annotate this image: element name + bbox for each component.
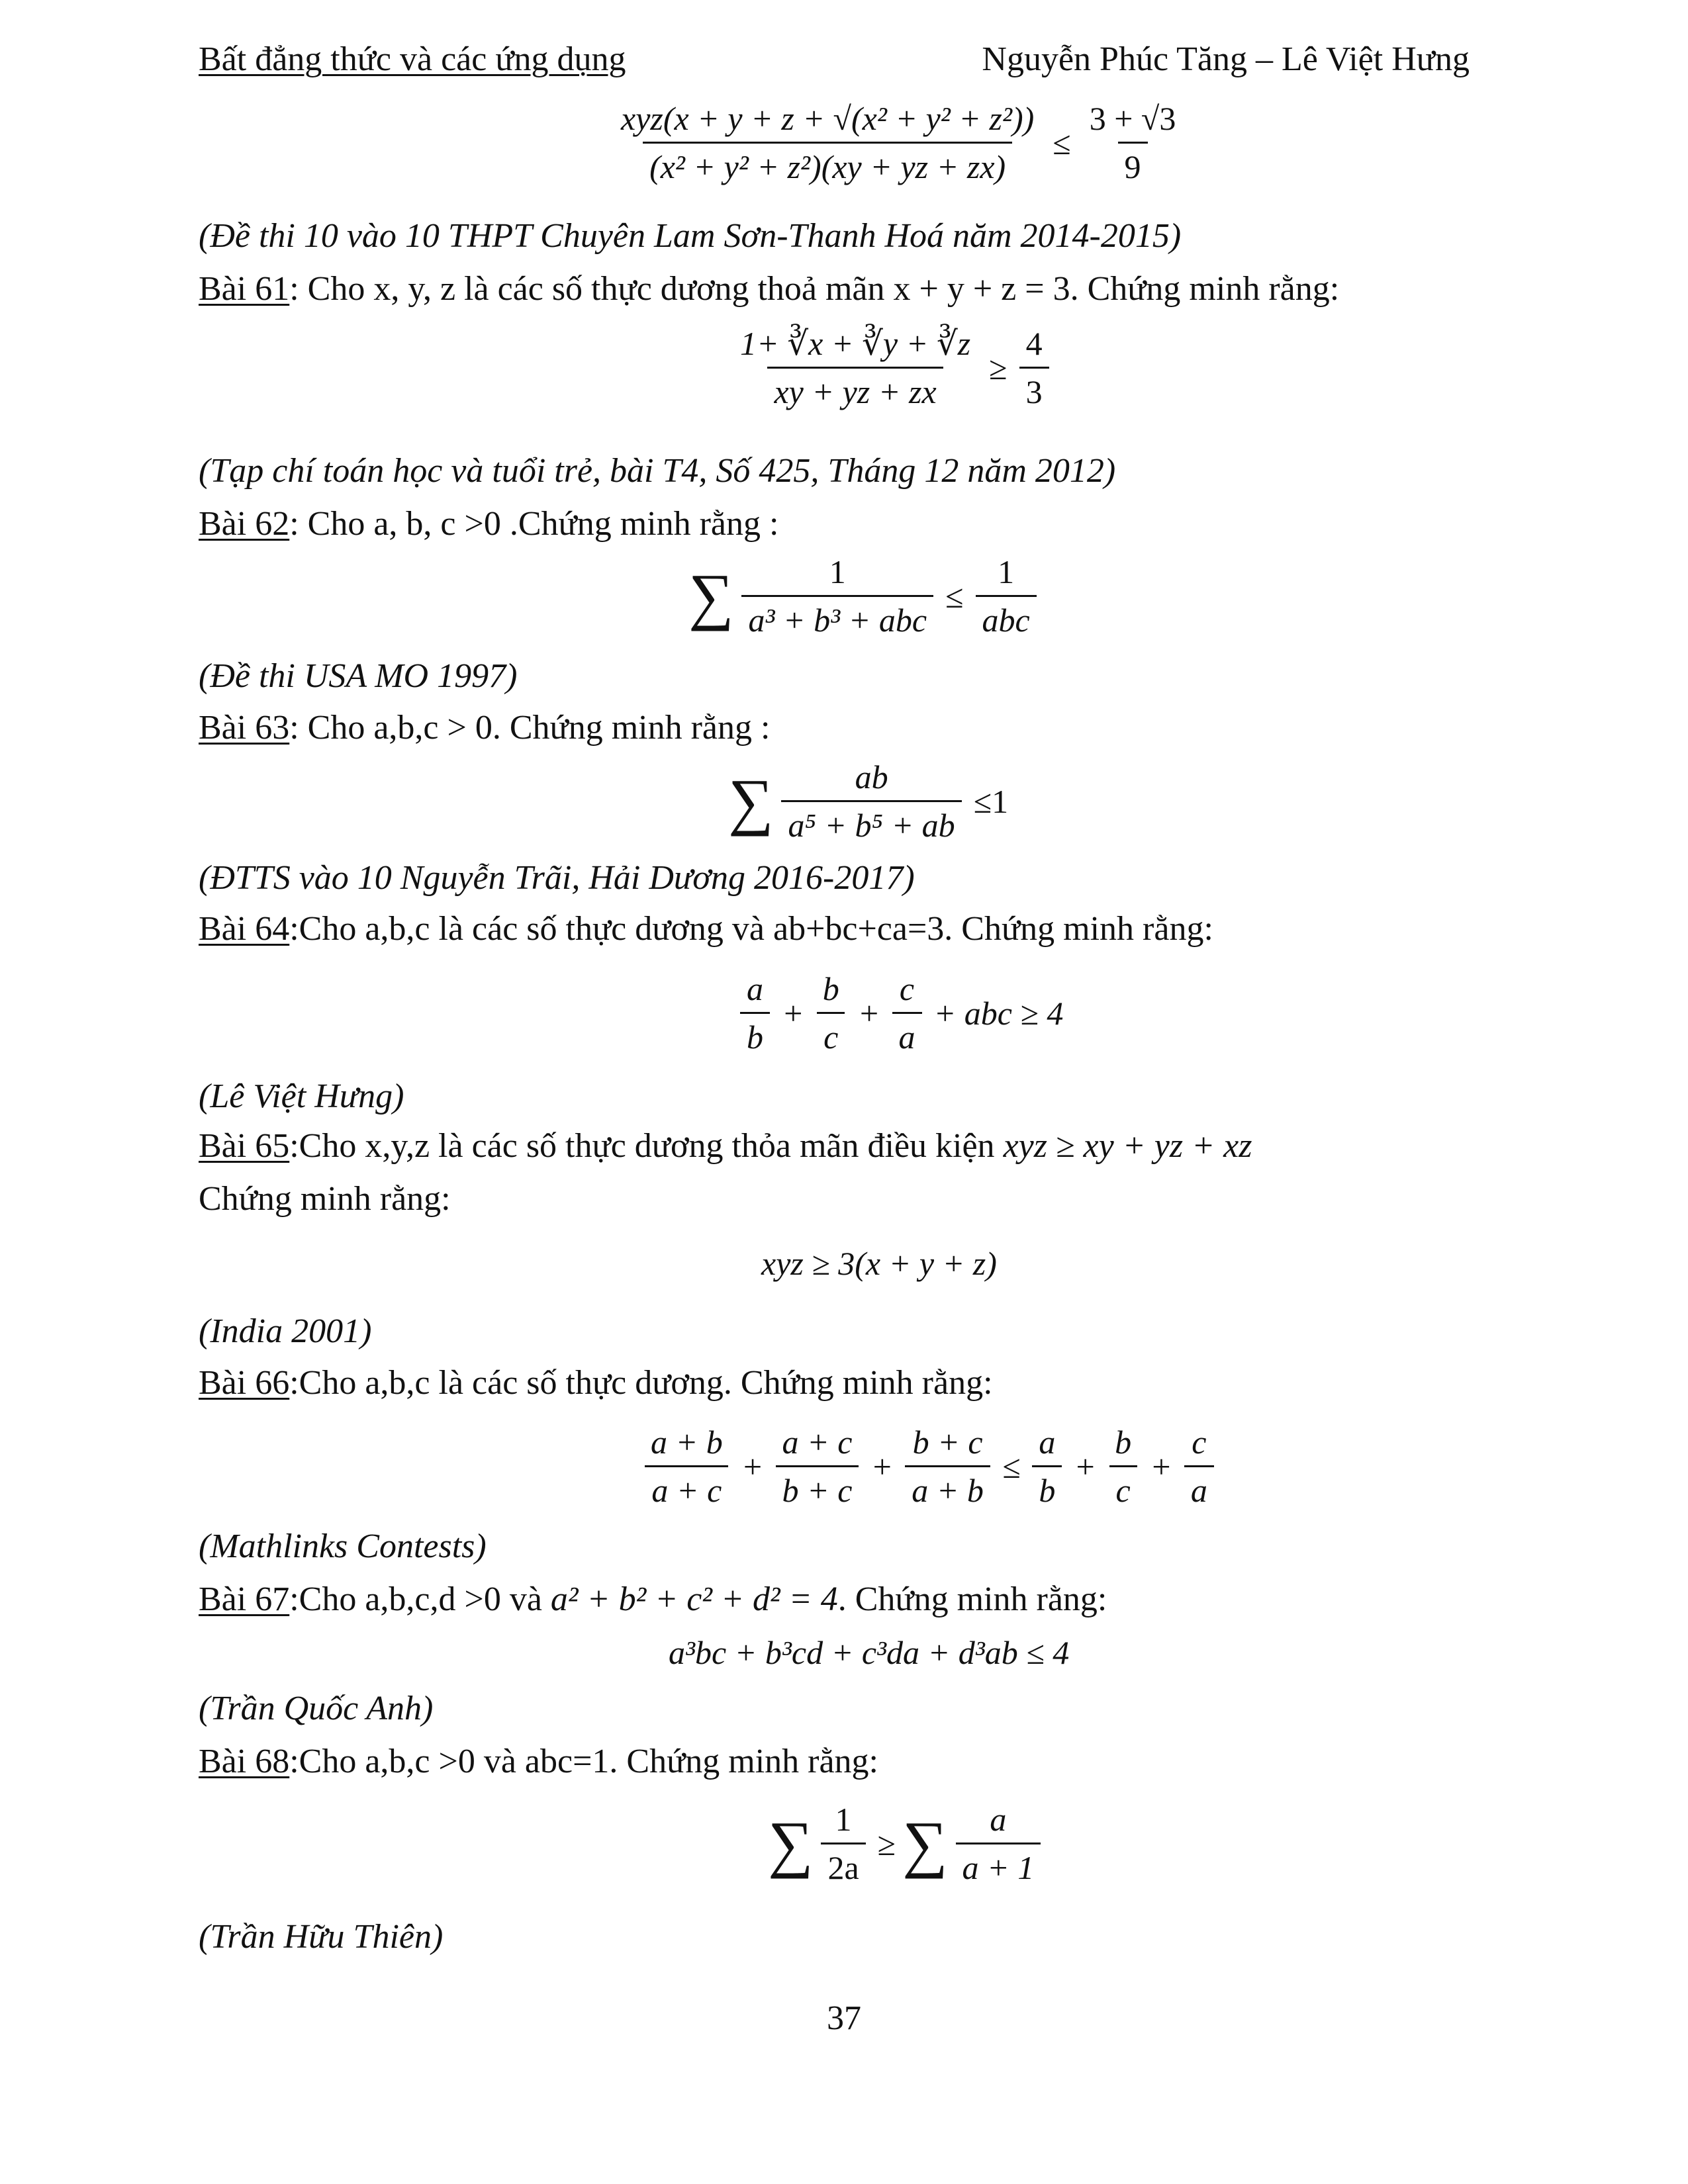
condition-formula: a² + b² + c² + d² = 4: [550, 1580, 838, 1618]
frac-numerator: xyz(x + y + z + √(x² + y² + z²)): [621, 100, 1035, 137]
source-line: (Trần Quốc Anh): [199, 1690, 434, 1727]
frac-numerator: b: [1115, 1424, 1132, 1461]
formula-64: [735, 970, 1070, 1056]
problem-label: Bài 62: [199, 505, 290, 543]
page-number: 37: [827, 1999, 861, 2037]
formula-67: a³bc + b³cd + c³da + d³ab ≤ 4: [669, 1634, 1070, 1671]
frac-denominator: a⁵ + b⁵ + ab: [781, 800, 961, 844]
frac-denominator: b: [1032, 1465, 1062, 1510]
frac-numerator: 1: [998, 553, 1015, 590]
problem-label: Bài 64: [199, 910, 290, 948]
frac-denominator: xy + yz + zx: [767, 367, 943, 411]
plus-sign: +: [1150, 1447, 1172, 1485]
header-authors: Nguyễn Phúc Tăng – Lê Việt Hưng: [982, 40, 1470, 78]
problem-text: :Cho a,b,c >0 và abc=1. Chứng minh rằng:: [289, 1743, 879, 1780]
problem-label: Bài 66: [199, 1364, 290, 1402]
source-line: (Trần Hữu Thiên): [199, 1918, 444, 1956]
problem-62: [199, 503, 778, 545]
source-line: (Mathlinks Contests): [199, 1527, 487, 1565]
formula-tail: + abc ≥ 4: [933, 994, 1064, 1032]
frac-denominator: 3: [1019, 367, 1049, 411]
problem-67: [199, 1578, 1107, 1621]
problem-label: Bài 68: [199, 1743, 290, 1780]
plus-sign: +: [857, 994, 880, 1032]
problem-text: : Cho a, b, c >0 .Chứng minh rằng :: [289, 505, 779, 543]
problem-label: Bài 67: [199, 1580, 290, 1618]
frac-denominator: a: [1184, 1465, 1214, 1510]
frac-numerator: a + c: [782, 1424, 853, 1461]
text-line: Chứng minh rằng:: [199, 1180, 451, 1218]
source-line: (Đề thi USA MO 1997): [199, 657, 518, 695]
frac-denominator: c: [1109, 1465, 1137, 1510]
plus-sign: +: [741, 1447, 764, 1485]
frac-numerator: a: [1039, 1424, 1056, 1461]
problem-68: [199, 1741, 878, 1783]
frac-denominator: b: [740, 1012, 770, 1056]
problem-61: [199, 268, 1339, 310]
frac-numerator: b + c: [912, 1424, 983, 1461]
formula-62: [688, 553, 1042, 639]
sigma-symbol: ∑: [902, 1807, 948, 1879]
condition-formula: xyz ≥ xy + yz + xz: [1003, 1127, 1252, 1165]
frac-denominator: 2a: [821, 1843, 865, 1887]
frac-numerator: 1: [829, 553, 846, 590]
sigma-symbol: ∑: [728, 765, 774, 837]
source-line: (Đề thi 10 vào 10 THPT Chuyên Lam Sơn-Thanh Hoá năm 2014-2015): [199, 217, 1182, 255]
problem-text: : Cho x, y, z là các số thực dương thoả mãn x + y + z = 3. Chứng minh rằng:: [289, 270, 1340, 308]
formula-66: [639, 1423, 1219, 1510]
frac-numerator: a: [990, 1801, 1007, 1838]
relation-symbol: ≥: [989, 349, 1008, 387]
formula-63: [728, 758, 1015, 844]
frac-numerator: 1: [835, 1801, 852, 1838]
relation-symbol: ≤: [945, 577, 964, 615]
frac-numerator: c: [1192, 1424, 1207, 1461]
problem-text: :Cho a,b,c là các số thực dương và ab+bc+ca=3. Chứng minh rằng:: [289, 910, 1213, 948]
source-line: (Tạp chí toán học và tuổi trẻ, bài T4, Số 425, Tháng 12 năm 2012): [199, 452, 1116, 490]
problem-65: [199, 1125, 1252, 1167]
frac-numerator: 3 + √3: [1089, 100, 1176, 137]
plus-sign: +: [870, 1447, 894, 1485]
frac-denominator: (x² + y² + z²)(xy + yz + zx): [643, 142, 1012, 186]
frac-numerator: 1+ ∛x + ∛y + ∛z: [740, 325, 971, 362]
frac-numerator: c: [899, 970, 915, 1007]
sigma-symbol: ∑: [768, 1807, 814, 1879]
frac-denominator: a + c: [645, 1465, 728, 1510]
plus-sign: +: [782, 994, 804, 1032]
frac-denominator: abc: [976, 595, 1037, 639]
problem-label: Bài 63: [199, 709, 290, 747]
problem-63: [199, 707, 770, 749]
frac-numerator: ab: [855, 758, 888, 796]
source-line: (ĐTTS vào 10 Nguyễn Trãi, Hải Dương 2016-2017): [199, 859, 915, 897]
relation-symbol: ≤: [1053, 124, 1071, 161]
frac-denominator: a: [892, 1012, 922, 1056]
frac-denominator: a + 1: [956, 1843, 1041, 1887]
formula-61: [728, 324, 1055, 411]
relation-rhs: ≤1: [973, 782, 1009, 820]
frac-numerator: 4: [1025, 325, 1043, 362]
relation-symbol: ≤: [1002, 1447, 1021, 1485]
problem-text-tail: . Chứng minh rằng:: [837, 1580, 1107, 1618]
problem-64: [199, 908, 1213, 950]
source-line: (Lê Việt Hưng): [199, 1077, 404, 1115]
formula-68: [768, 1800, 1046, 1887]
frac-denominator: b + c: [776, 1465, 859, 1510]
problem-label: Bài 65: [199, 1127, 290, 1165]
frac-denominator: a³ + b³ + abc: [741, 595, 933, 639]
frac-denominator: 9: [1118, 142, 1148, 186]
frac-denominator: c: [817, 1012, 845, 1056]
frac-numerator: a: [747, 970, 763, 1007]
frac-numerator: b: [822, 970, 839, 1007]
relation-symbol: ≥: [877, 1825, 896, 1862]
sigma-symbol: ∑: [688, 560, 734, 631]
frac-denominator: a + b: [905, 1465, 990, 1510]
problem-text: : Cho a,b,c > 0. Chứng minh rằng :: [289, 709, 771, 747]
header-title: Bất đẳng thức và các ứng dụng: [199, 40, 626, 78]
problem-label: Bài 61: [199, 270, 290, 308]
plus-sign: +: [1074, 1447, 1097, 1485]
frac-numerator: a + b: [651, 1424, 723, 1461]
problem-text: :Cho a,b,c,d >0 và: [289, 1580, 551, 1618]
source-line: (India 2001): [199, 1312, 372, 1350]
problem-text: :Cho a,b,c là các số thực dương. Chứng minh rằng:: [289, 1364, 993, 1402]
formula-top: [609, 99, 1188, 186]
problem-66: [199, 1362, 993, 1404]
problem-text: :Cho x,y,z là các số thực dương thỏa mãn điều kiện: [289, 1127, 1004, 1165]
formula-65: xyz ≥ 3(x + y + z): [761, 1245, 997, 1282]
